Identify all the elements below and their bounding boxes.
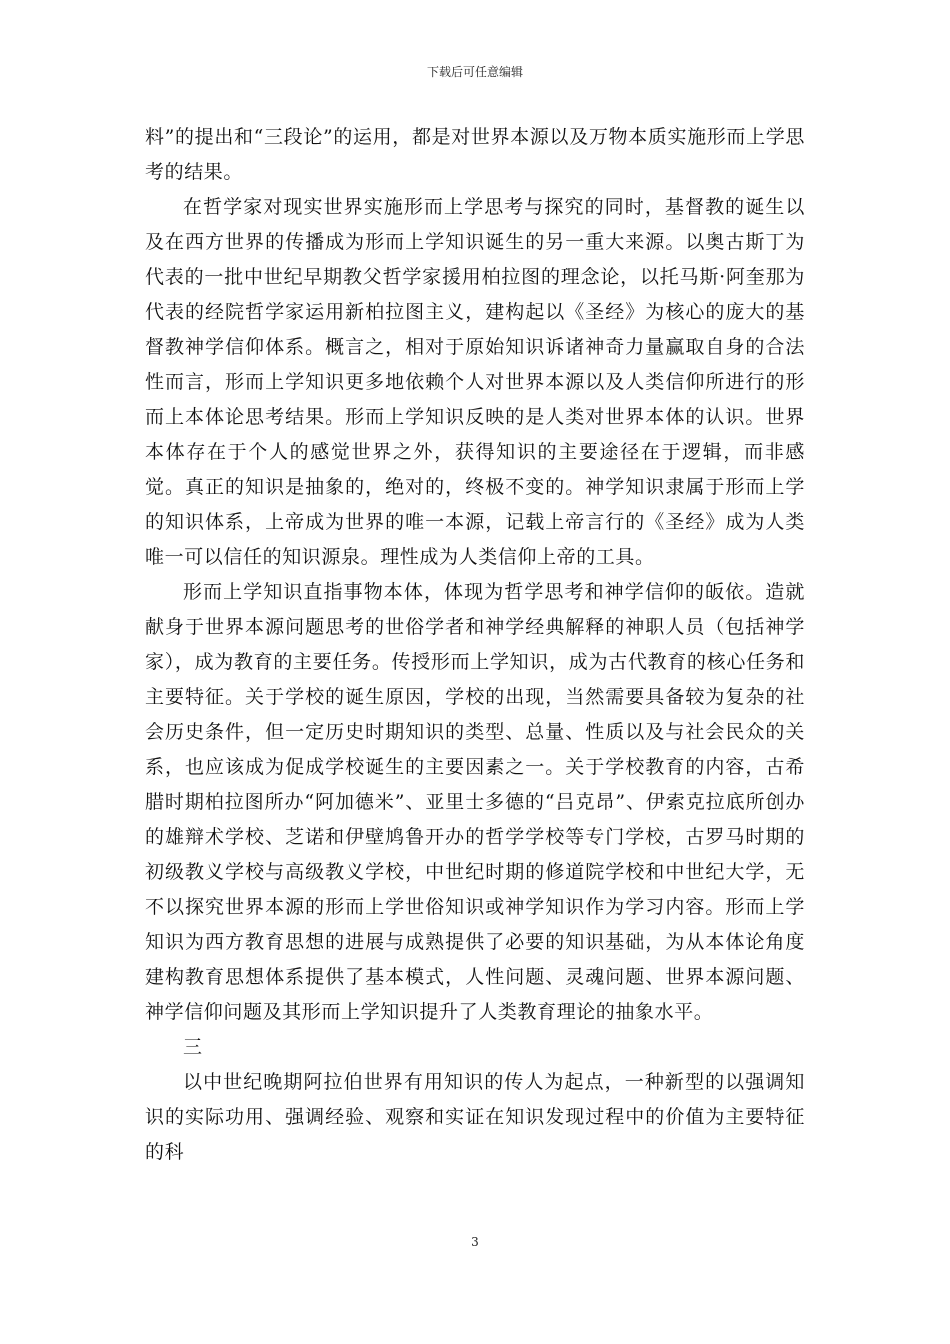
paragraph: 以中世纪晚期阿拉伯世界有用知识的传人为起点，一种新型的以强调知识的实际功用、强调经验、观察和实证在知识发现过程中的价值为主要特征的科: [145, 1071, 805, 1163]
document-body: [145, 120, 805, 1170]
paragraph: 在哲学家对现实世界实施形而上学思考与探究的同时，基督教的诞生以及在西方世界的传播成为形而上学知识诞生的另一重大来源。以奥古斯丁为代表的一批中世纪早期教父哲学家援用柏拉图的理念论，以托马斯·阿奎那为代表的经院哲学家运用新柏拉图主义，建构起以《圣经》为核心的庞大的基督教神学信仰体系。概言之，相对于原始知识诉诸神奇力量赢取自身的合法性而言，形而上学知识更多地依赖个人对世界本源以及人类信仰所进行的形而上本体论思考结果。形而上学知识反映的是人类对世界本体的认识。世界本体存在于个人的感觉世界之外，获得知识的主要途径在于逻辑，而非感觉。真正的知识是抽象的，绝对的，终极不变的。神学知识隶属于形而上学的知识体系，上帝成为世界的唯一本源，记载上帝言行的《圣经》成为人类唯一可以信任的知识源泉。理性成为人类信仰上帝的工具。: [145, 196, 805, 568]
section-heading: 三: [183, 1036, 203, 1058]
page-number: 3: [471, 1235, 479, 1249]
paragraph-continuation: 料”的提出和“三段论”的运用，都是对世界本源以及万物本质实施形而上学思考的结果。: [145, 126, 805, 183]
page-header: 下载后可任意编辑: [426, 65, 523, 79]
paragraph: 形而上学知识直指事物本体，体现为哲学思考和神学信仰的皈依。造就献身于世界本源问题思考的世俗学者和神学经典解释的神职人员（包括神学家），成为教育的主要任务。传授形而上学知识，成为古代教育的核心任务和主要特征。关于学校的诞生原因，学校的出现，当然需要具备较为复杂的社会历史条件，但一定历史时期知识的类型、总量、性质以及与社会民众的关系，也应该成为促成学校诞生的主要因素之一。关于学校教育的内容，古希腊时期柏拉图所办“阿加德米”、亚里士多德的“吕克昂”、伊索克拉底所创办的雄辩术学校、芝诺和伊壁鸠鲁开办的哲学学校等专门学校，古罗马时期的初级教义学校与高级教义学校，中世纪时期的修道院学校和中世纪大学，无不以探究世界本源的形而上学世俗知识或神学知识作为学习内容。形而上学知识为西方教育思想的进展与成熟提供了必要的知识基础，为从本体论角度建构教育思想体系提供了基本模式，人性问题、灵魂问题、世界本源问题、神学信仰问题及其形而上学知识提升了人类教育理论的抽象水平。: [145, 581, 805, 1023]
